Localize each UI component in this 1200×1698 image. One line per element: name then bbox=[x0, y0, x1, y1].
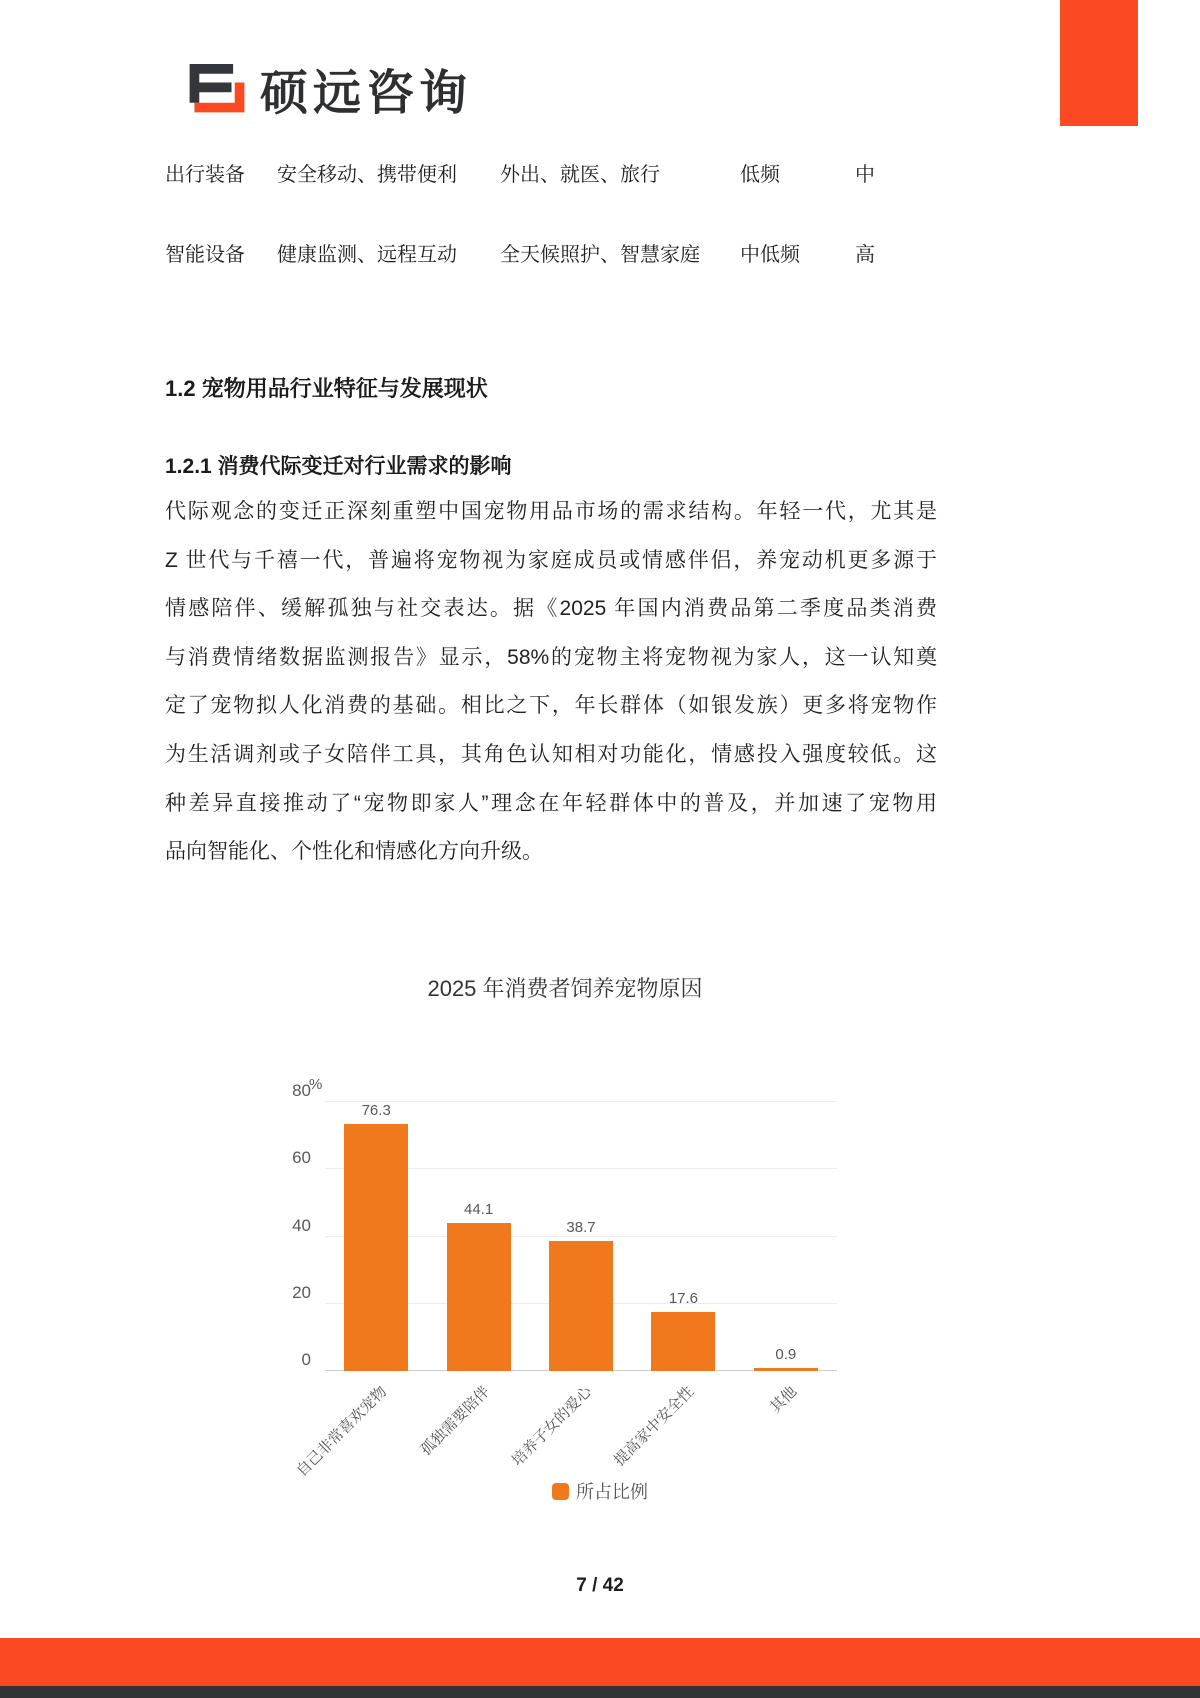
bar-group bbox=[417, 1102, 529, 1459]
legend-label: 所占比例 bbox=[576, 1482, 648, 1502]
bar bbox=[754, 1368, 818, 1371]
x-category-label: 培养子女的爱心 bbox=[508, 1383, 596, 1470]
chart-title: 2025 年消费者饲养宠物原因 bbox=[427, 976, 703, 1001]
table-cell-feature: 安全移动、携带便利 bbox=[277, 163, 457, 186]
brand-logo-text: 硕远咨询 bbox=[260, 67, 473, 120]
bar bbox=[344, 1124, 408, 1371]
section-heading: 1.2 宠物用品行业特征与发展现状 bbox=[165, 376, 488, 401]
y-tick-label: 40 bbox=[292, 1215, 311, 1235]
body-paragraph bbox=[165, 488, 937, 877]
footer-accent-band bbox=[0, 1638, 1200, 1686]
chart-plot bbox=[292, 1076, 837, 1481]
data-label: 76.3 bbox=[361, 1102, 391, 1119]
table-cell-level: 高 bbox=[855, 243, 875, 266]
bar-group bbox=[735, 1102, 837, 1417]
paragraph-line: 情感陪伴、缓解孤独与社交表达。据《2025 年国内消费品第二季度品类消费 bbox=[165, 597, 937, 621]
subsection-heading: 1.2.1 消费代际变迁对行业需求的影响 bbox=[165, 455, 512, 478]
footer-dark-band bbox=[0, 1686, 1200, 1698]
table-cell-scenario: 全天候照护、智慧家庭 bbox=[500, 243, 700, 266]
table-cell-feature: 健康监测、远程互动 bbox=[277, 243, 457, 266]
data-label: 38.7 bbox=[566, 1218, 596, 1236]
table-row bbox=[165, 236, 1045, 268]
y-axis-unit-label: % bbox=[309, 1076, 323, 1093]
x-category-label: 提高家中安全性 bbox=[611, 1383, 698, 1470]
page-number: 7 / 42 bbox=[576, 1575, 624, 1596]
data-label: 17.6 bbox=[668, 1289, 699, 1307]
x-category-label: 自己非常喜欢宠物 bbox=[293, 1383, 391, 1481]
paragraph-line: 为生活调剂或子女陪伴工具，其角色认知相对功能化，情感投入强度较低。这 bbox=[165, 742, 937, 766]
brand-logo-icon bbox=[188, 61, 246, 117]
table-cell-category: 智能设备 bbox=[165, 243, 245, 266]
table-cell-category: 出行装备 bbox=[165, 163, 245, 186]
paragraph-line: 定了宠物拟人化消费的基础。相比之下，年长群体（如银发族）更多将宠物作 bbox=[165, 694, 937, 718]
table-cell-frequency: 中低频 bbox=[740, 243, 800, 266]
paragraph-line: 种差异直接推动了“宠物即家人”理念在年轻群体中的普及，并加速了宠物用 bbox=[165, 791, 937, 815]
table-cell-frequency: 低频 bbox=[740, 163, 780, 186]
data-label: 44.1 bbox=[464, 1200, 494, 1218]
table-cell-scenario: 外出、就医、旅行 bbox=[500, 163, 660, 186]
bar-group bbox=[611, 1102, 734, 1470]
paragraph-line: 与消费情绪数据监测报告》显示，58%的宠物主将宠物视为家人，这一认知奠 bbox=[165, 645, 937, 669]
top-right-accent-bar bbox=[1060, 0, 1138, 126]
y-tick-label: 20 bbox=[292, 1282, 311, 1302]
y-tick-label: 60 bbox=[292, 1148, 311, 1168]
table-cell-level: 中 bbox=[855, 163, 875, 186]
paragraph-line: 代际观念的变迁正深刻重塑中国宠物用品市场的需求结构。年轻一代，尤其是 bbox=[165, 500, 937, 523]
y-tick-label: 80 bbox=[292, 1081, 311, 1100]
bar bbox=[447, 1223, 511, 1371]
x-category-label: 其他 bbox=[766, 1383, 800, 1417]
legend-swatch-icon bbox=[552, 1483, 569, 1500]
bar bbox=[651, 1312, 715, 1371]
paragraph-line: Z 世代与千禧一代，普遍将宠物视为家庭成员或情感伴侣，养宠动机更多源于 bbox=[165, 548, 937, 572]
x-category-label: 孤独需要陪伴 bbox=[417, 1383, 493, 1459]
feature-table bbox=[165, 156, 1045, 268]
bar bbox=[549, 1241, 613, 1371]
chart-legend bbox=[0, 1478, 1200, 1504]
bar-group bbox=[508, 1102, 632, 1470]
data-label: 0.9 bbox=[775, 1345, 797, 1363]
y-tick-label: 0 bbox=[301, 1350, 311, 1369]
brand-logo bbox=[188, 54, 472, 123]
paragraph-line: 品向智能化、个性化和情感化方向升级。 bbox=[165, 840, 543, 864]
table-row bbox=[165, 156, 1045, 188]
